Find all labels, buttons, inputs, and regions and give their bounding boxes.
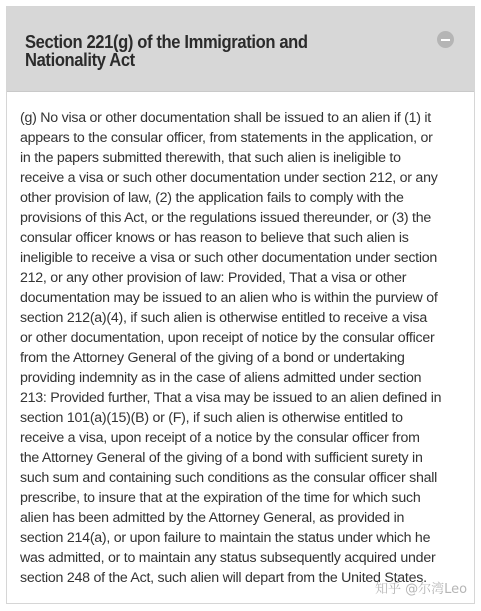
body-line: other provision of law, (2) the application fails to comply with the (20, 190, 404, 206)
minus-bar (441, 39, 450, 41)
body-line: such sum and containing such conditions as the consular officer shall (20, 470, 438, 486)
body-line: consular officer knows or has reason to believe that such alien is (20, 230, 409, 246)
body-line: prescribe, to insure that at the expiration of the time for which such (20, 490, 421, 506)
body-line: appears to the consular officer, from statements in the application, or (20, 130, 433, 146)
body-line: 213: Provided further, That a visa may be issued to an alien defined in (20, 390, 442, 406)
body-line: section 248 of the Act, such alien will depart from the United States. (20, 570, 427, 586)
body-line: providing indemnity as in the case of aliens admitted under section (20, 370, 422, 386)
body-line: 212, or any other provision of law: Provided, That a visa or other (20, 270, 407, 286)
body-line: section 212(a)(4), if such alien is otherwise entitled to receive a visa (20, 310, 428, 326)
watermark: 知乎 @尔湾Leo (375, 582, 468, 597)
accordion-panel (6, 6, 475, 604)
body-line: provisions of this Act, or the regulations issued thereunder, or (3) the (20, 210, 432, 226)
body-line: section 214(a), or upon failure to maintain the status under which he (20, 530, 431, 546)
body-line: in the papers submitted therewith, that such alien is ineligible to (20, 150, 401, 166)
body-line: (g) No visa or other documentation shall be issued to an alien if (1) it (20, 110, 431, 126)
body-line: was admitted, or to maintain any status subsequently acquired under (20, 550, 436, 566)
minus-circle-icon[interactable] (437, 31, 454, 48)
panel-body-text (20, 108, 470, 588)
body-line: or other documentation, upon receipt of notice by the consular officer (20, 330, 435, 346)
body-line: the Attorney General of the giving of a bond with sufficient surety in (20, 450, 423, 466)
accordion-header[interactable] (7, 7, 474, 92)
body-line: section 101(a)(15)(B) or (F), if such alien is otherwise entitled to (20, 410, 403, 426)
body-line: receive a visa, upon receipt of a notice by the consular officer from (20, 430, 420, 446)
body-line: ineligible to receive a visa or such other documentation under section (20, 250, 438, 266)
body-line: alien has been admitted by the Attorney General, as provided in (20, 510, 405, 526)
panel-title: Section 221(g) of the Immigration and Nationality Act (25, 32, 308, 70)
body-line: from the Attorney General of the giving of a bond or undertaking (20, 350, 405, 366)
body-line: receive a visa or such other documentation under section 212, or any (20, 170, 438, 186)
body-line: documentation may be issued to an alien who is within the purview of (20, 290, 438, 306)
